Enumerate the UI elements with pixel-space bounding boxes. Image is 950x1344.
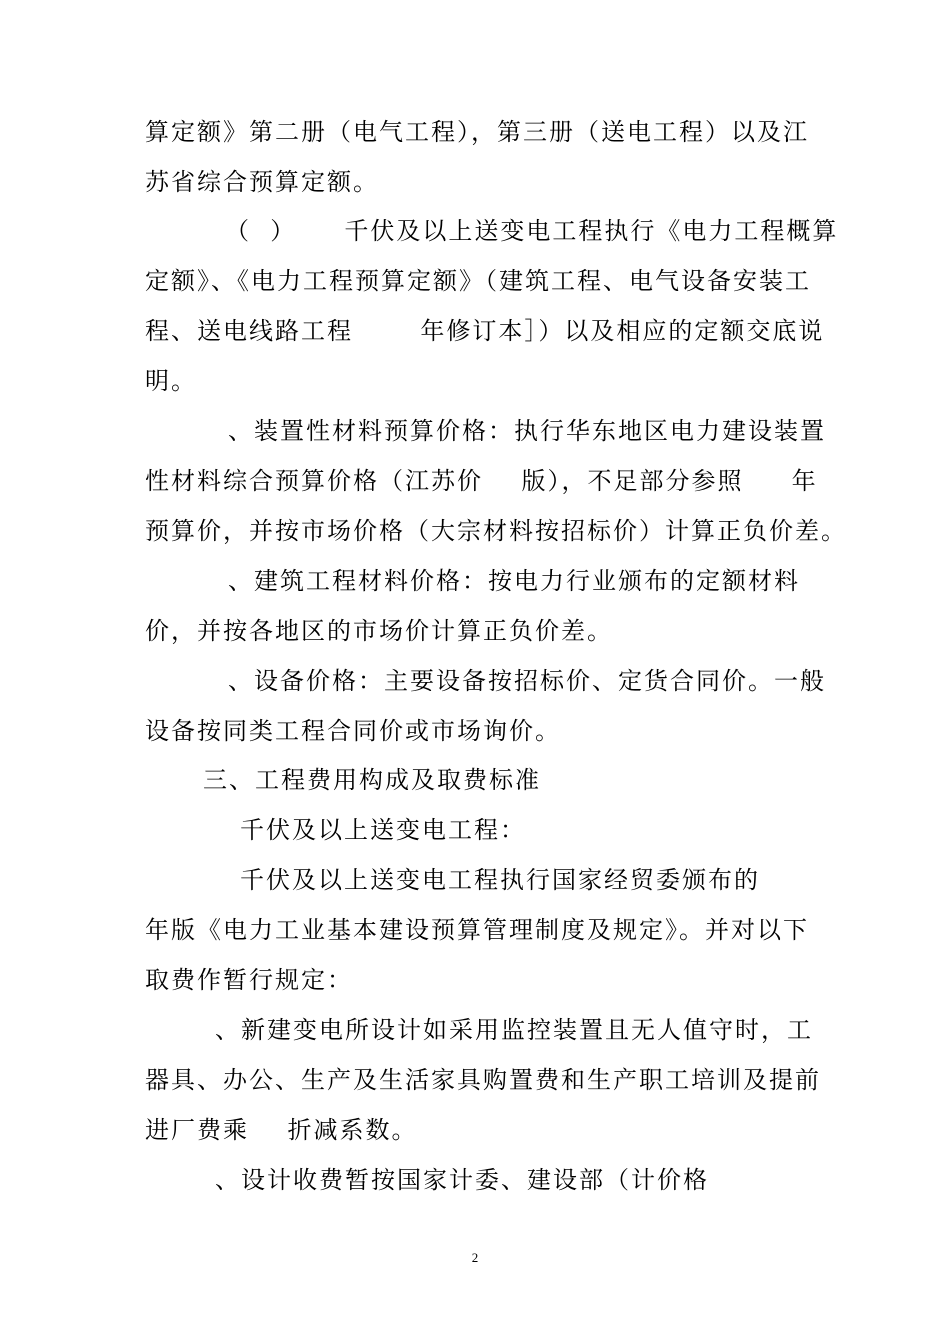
text-line-22: 、设计收费暂按国家计委、建设部（计价格 [215, 1166, 709, 1194]
text-line-7: 、装置性材料预算价格：执行华东地区电力建设装置 [228, 417, 826, 445]
text-line-21: 进厂费乘 折减系数。 [145, 1116, 418, 1144]
text-line-11: 价，并按各地区的市场价计算正负价差。 [145, 617, 613, 645]
text-line-6: 明。 [145, 367, 197, 395]
text-line-16: 千伏及以上送变电工程执行国家经贸委颁布的 [240, 866, 760, 894]
text-line-13: 设备按同类工程合同价或市场询价。 [145, 717, 561, 745]
text-line-9: 预算价，并按市场价格（大宗材料按招标价）计算正负价差。 [145, 517, 847, 545]
text-line-1: 算定额》第二册（电气工程），第三册（送电工程）以及江 [145, 118, 809, 146]
text-line-8: 性材料综合预算价格（江苏价 版），不足部分参照 年 [145, 467, 818, 495]
text-line-5: 程、送电线路工程 年修订本］）以及相应的定额交底说 [145, 317, 825, 345]
text-line-4: 定额》、《电力工程预算定额》（建筑工程、电气设备安装工 [145, 267, 811, 295]
text-line-3: （ ） 千伏及以上送变电工程执行《电力工程概算 [225, 217, 839, 245]
page-number: 2 [471, 1250, 479, 1265]
text-line-19: 、新建变电所设计如采用监控装置且无人值守时，工 [215, 1016, 813, 1044]
section-heading: 三、工程费用构成及取费标准 [203, 766, 541, 794]
text-line-10: 、建筑工程材料价格：按电力行业颁布的定额材料 [228, 567, 800, 595]
text-line-18: 取费作暂行规定： [145, 966, 353, 994]
text-line-15: 千伏及以上送变电工程： [240, 816, 526, 844]
text-line-2: 苏省综合预算定额。 [145, 168, 379, 196]
text-line-12: 、设备价格：主要设备按招标价、定货合同价。一般 [228, 667, 826, 695]
text-line-20: 器具、办公、生产及生活家具购置费和生产职工培训及提前 [145, 1066, 821, 1094]
text-line-17: 年版《电力工业基本建设预算管理制度及规定》。并对以下 [145, 916, 809, 944]
